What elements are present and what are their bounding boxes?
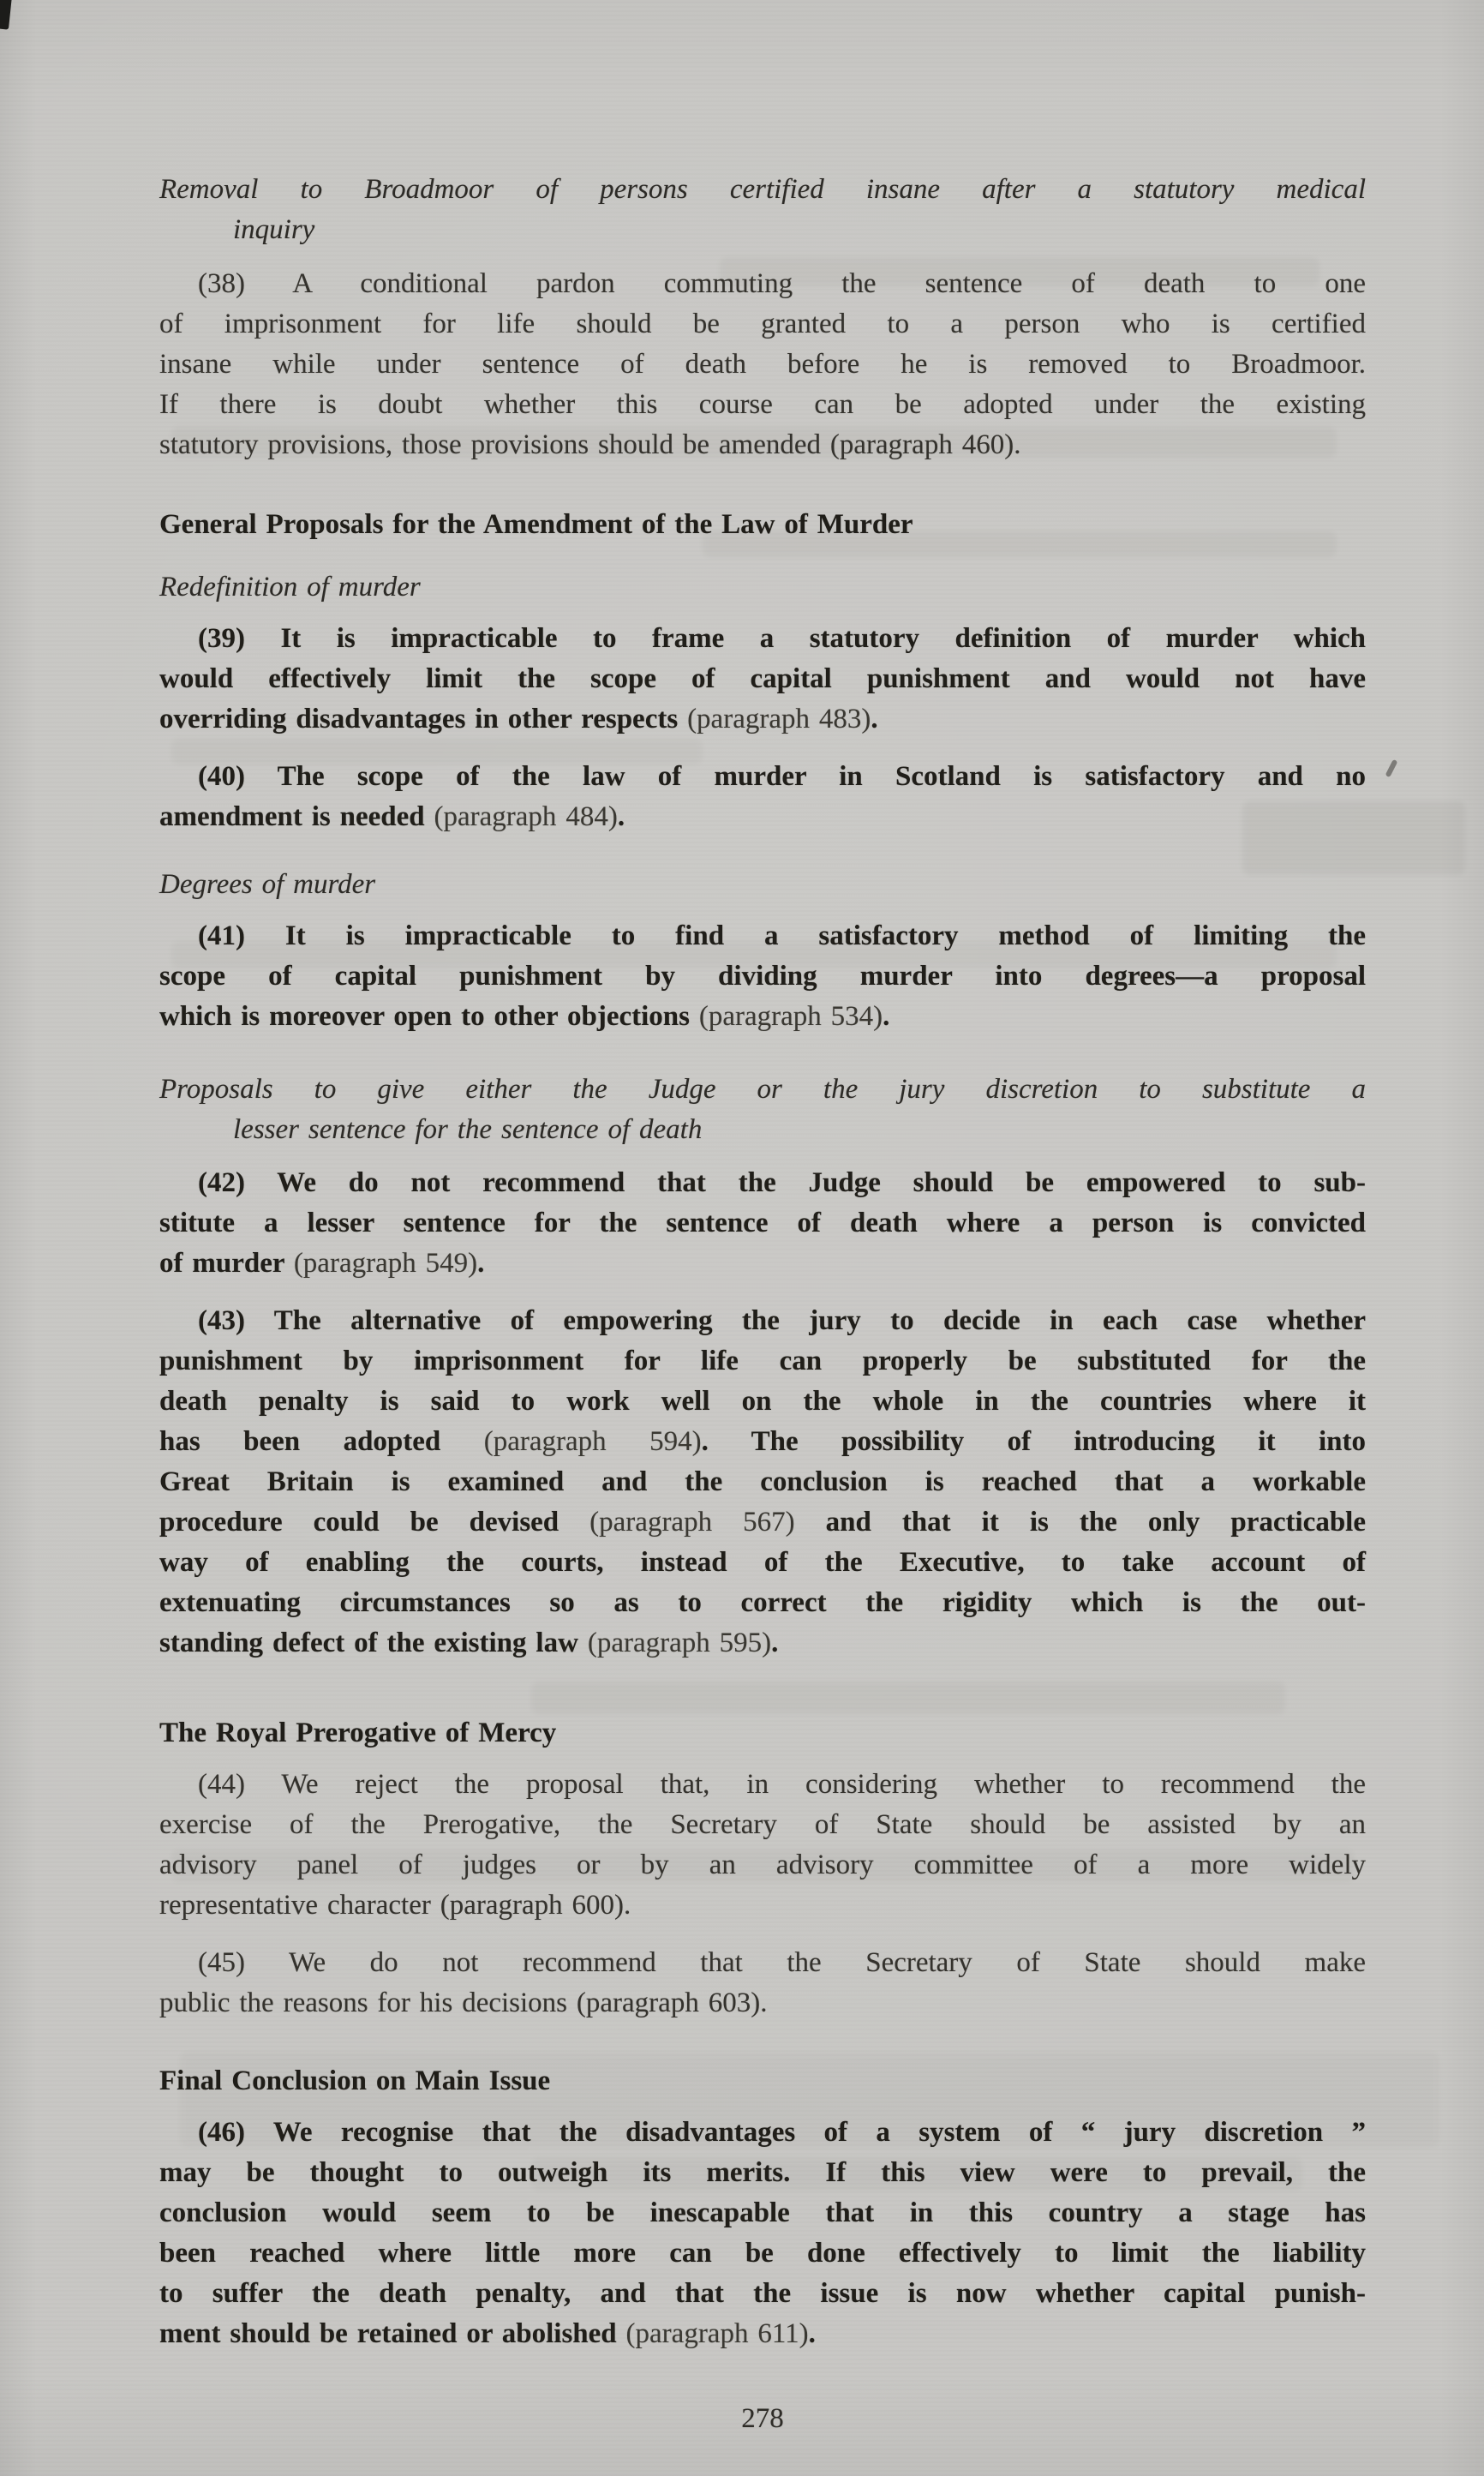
text-line: standing defect of the existing law (paragraph 595).	[159, 1628, 779, 1658]
text-line: which is moreover open to other objections (paragraph 534).	[159, 1001, 890, 1032]
redefinition-heading	[159, 567, 1366, 608]
text-line: Degrees of murder	[159, 869, 376, 900]
text-line: (38) A conditional pardon commuting the sentence of death to one	[198, 268, 1366, 299]
text-line: procedure could be devised (paragraph 567) and that it is the only practicable	[159, 1507, 1366, 1538]
para-42	[159, 1163, 1366, 1284]
text-line: has been adopted (paragraph 594). The possibility of introducing it into	[159, 1426, 1367, 1457]
general-proposals-heading	[159, 505, 1366, 545]
text-line: scope of capital punishment by dividing murder into degrees—a proposal	[159, 961, 1366, 992]
royal-prerogative-heading	[159, 1713, 1366, 1754]
text-line: Proposals to give either the Judge or the jury discretion to substitute a	[159, 1074, 1366, 1105]
text-line: punishment by imprisonment for life can properly be substituted for the	[159, 1346, 1366, 1376]
para-43	[159, 1301, 1366, 1664]
para-44	[159, 1765, 1366, 1926]
text-line: exercise of the Prerogative, the Secretary of State should be assisted by an	[159, 1809, 1366, 1840]
text-line: (46) We recognise that the disadvantages of a system of “ jury discretion ”	[198, 2117, 1366, 2148]
page-number: 278	[741, 2403, 784, 2434]
para-39	[159, 619, 1366, 740]
text-line: conclusion would seem to be inescapable that in this country a stage has	[159, 2197, 1366, 2228]
text-line: Removal to Broadmoor of persons certified insane after a statutory medical	[159, 174, 1366, 205]
text-line: ment should be retained or abolished (paragraph 611).	[159, 2318, 816, 2349]
final-conclusion-heading	[159, 2061, 1366, 2101]
text-line: (43) The alternative of empowering the jury to decide in each case whether	[198, 1305, 1366, 1336]
para-38	[159, 264, 1366, 465]
text-line: public the reasons for his decisions (paragraph 603).	[159, 1987, 768, 2018]
scan-corner-artifact	[0, 0, 12, 30]
text-line: The Royal Prerogative of Mercy	[159, 1718, 557, 1748]
text-line: If there is doubt whether this course can be adopted under the existing	[159, 389, 1366, 420]
text-line: Redefinition of murder	[159, 572, 421, 603]
text-line: would effectively limit the scope of capital punishment and would not have	[159, 663, 1366, 694]
text-line: advisory panel of judges or by an advisory committee of a more widely	[159, 1850, 1366, 1880]
text-line: lesser sentence for the sentence of death	[233, 1114, 703, 1145]
text-line: death penalty is said to work well on the whole in the countries where it	[159, 1386, 1366, 1417]
text-line: (44) We reject the proposal that, in considering whether to recommend the	[198, 1769, 1366, 1800]
text-line: way of enabling the courts, instead of the Executive, to take account of	[159, 1547, 1366, 1578]
text-line: General Proposals for the Amendment of the Law of Murder	[159, 509, 913, 540]
text-line: may be thought to outweigh its merits. If this view were to prevail, the	[159, 2157, 1366, 2188]
text-line: representative character (paragraph 600).	[159, 1890, 631, 1921]
text-line: of imprisonment for life should be granted to a person who is certified	[159, 309, 1366, 339]
text-line: amendment is needed (paragraph 484).	[159, 801, 625, 832]
pencil-tick-mark	[1385, 759, 1398, 777]
text-line: of murder (paragraph 549).	[159, 1248, 485, 1279]
text-line: overriding disadvantages in other respects (paragraph 483).	[159, 704, 878, 734]
text-line: (45) We do not recommend that the Secretary of State should make	[198, 1947, 1366, 1978]
text-line: stitute a lesser sentence for the sentence of death where a person is convicted	[159, 1208, 1366, 1238]
text-line: (39) It is impracticable to frame a statutory definition of murder which	[198, 623, 1366, 654]
text-line: statutory provisions, those provisions should be amended (paragraph 460).	[159, 429, 1021, 460]
text-line: been reached where little more can be done effectively to limit the liability	[159, 2238, 1366, 2269]
text-column	[159, 170, 1366, 2439]
degrees-heading	[159, 865, 1366, 905]
text-line: (42) We do not recommend that the Judge should be empowered to sub-	[198, 1167, 1366, 1198]
text-line: (40) The scope of the law of murder in Scotland is satisfactory and no	[198, 761, 1366, 792]
para-45	[159, 1943, 1366, 2023]
text-line: Final Conclusion on Main Issue	[159, 2065, 551, 2096]
para-40	[159, 757, 1366, 837]
text-line: Great Britain is examined and the conclusion is reached that a workable	[159, 1466, 1366, 1497]
text-line: (41) It is impracticable to find a satisfactory method of limiting the	[198, 920, 1366, 951]
text-line: to suffer the death penalty, and that the issue is now whether capital punish-	[159, 2278, 1366, 2309]
text-line: inquiry	[233, 214, 315, 245]
removal-heading	[159, 170, 1366, 250]
para-46	[159, 2113, 1366, 2354]
text-line: insane while under sentence of death before he is removed to Broadmoor.	[159, 349, 1366, 380]
text-line: extenuating circumstances so as to correct the rigidity which is the out-	[159, 1587, 1366, 1618]
proposals-heading	[159, 1070, 1366, 1150]
para-41	[159, 916, 1366, 1037]
